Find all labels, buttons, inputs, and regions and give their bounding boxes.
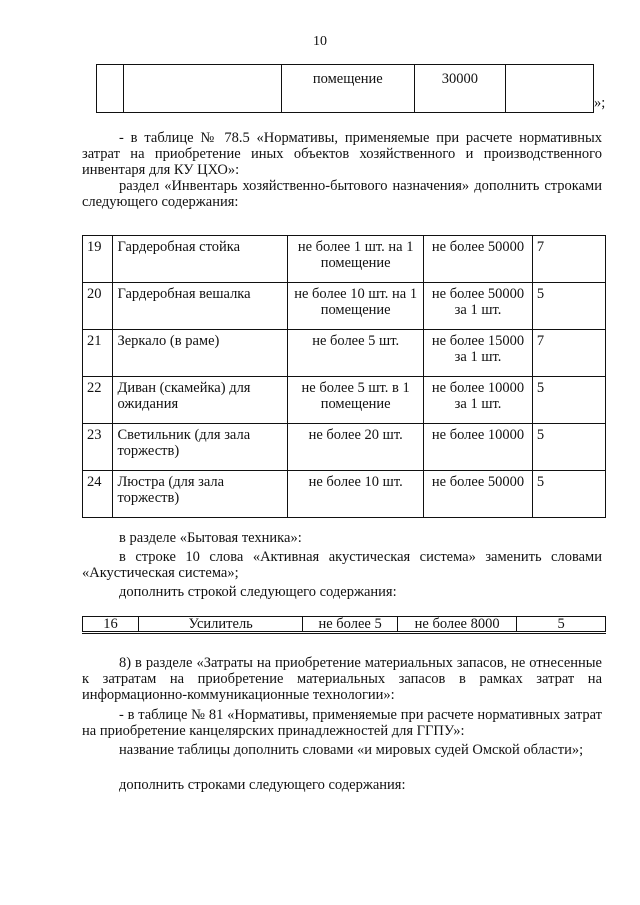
table-cell-number: 24 — [83, 471, 113, 518]
table-appliance — [82, 616, 606, 634]
table-cell-name: Усилитель — [139, 617, 303, 633]
table-cell-name: Люстра (для зала торжеств) — [113, 471, 288, 518]
paragraph: - в таблице № 81 «Нормативы, применяемые при расчете нормативных затрат на приобретение канцелярских принадлежностей для ГГПУ»: — [82, 707, 602, 739]
table-inventory — [82, 235, 606, 518]
closing-quote: »; — [594, 95, 606, 111]
table-cell-quantity: не более 20 шт. — [288, 424, 424, 471]
table-cell-term: 5 — [532, 377, 605, 424]
table-cell-quantity: не более 5 шт. — [288, 330, 424, 377]
table-cell-price: не более 50000 за 1 шт. — [424, 283, 533, 330]
table-cell-name: Светильник (для зала торжеств) — [113, 424, 288, 471]
paragraph: дополнить строкой следующего содержания: — [119, 584, 397, 600]
table-cell: 30000 — [415, 65, 506, 113]
table-cell-price: не более 8000 — [398, 617, 517, 633]
paragraph: в разделе «Бытовая техника»: — [119, 530, 302, 546]
table-cell-price: не более 10000 за 1 шт. — [424, 377, 533, 424]
table-cell-number: 23 — [83, 424, 113, 471]
page-number: 10 — [313, 34, 327, 49]
paragraph: дополнить строками следующего содержания: — [119, 777, 406, 793]
table-cell: помещение — [281, 65, 415, 113]
table-cell — [97, 65, 124, 113]
table-cell-number: 20 — [83, 283, 113, 330]
table-cell-term: 5 — [532, 471, 605, 518]
table-cell-quantity: не более 5 — [303, 617, 398, 633]
paragraph: - в таблице № 78.5 «Нормативы, применяемые при расчете нормативных затрат на приобретение иных объектов хозяйственного и производственного инвентаря для КУ ЦХО»: — [82, 130, 602, 178]
paragraph: в строке 10 слова «Активная акустическая система» заменить словами «Акустическая система»; — [82, 549, 602, 581]
table-cell-term: 7 — [532, 330, 605, 377]
table-cell-term: 5 — [517, 617, 606, 633]
paragraph: раздел «Инвентарь хозяйственно-бытового назначения» дополнить строками следующего содержания: — [82, 178, 602, 210]
table-cell-number: 22 — [83, 377, 113, 424]
table-cell-term: 7 — [532, 236, 605, 283]
table-cell-price: не более 15000 за 1 шт. — [424, 330, 533, 377]
table-row — [83, 330, 606, 377]
table-cell-quantity: не более 10 шт. — [288, 471, 424, 518]
table-cell-price: не более 50000 — [424, 471, 533, 518]
table-cell — [505, 65, 593, 113]
table-cell-name: Диван (скамейка) для ожидания — [113, 377, 288, 424]
table-continuation — [96, 64, 594, 113]
table-row — [83, 617, 606, 633]
table-row — [83, 471, 606, 518]
table-row — [83, 424, 606, 471]
table-cell-term: 5 — [532, 283, 605, 330]
table-cell-quantity: не более 1 шт. на 1 помещение — [288, 236, 424, 283]
table-cell — [123, 65, 281, 113]
table-cell-price: не более 10000 — [424, 424, 533, 471]
table-cell-price: не более 50000 — [424, 236, 533, 283]
table-cell-quantity: не более 10 шт. на 1 помещение — [288, 283, 424, 330]
table-cell-name: Гардеробная стойка — [113, 236, 288, 283]
table-cell-quantity: не более 5 шт. в 1 помещение — [288, 377, 424, 424]
paragraph: название таблицы дополнить словами «и мировых судей Омской области»; — [119, 742, 584, 758]
table-cell-number: 21 — [83, 330, 113, 377]
table-cell-name: Гардеробная вешалка — [113, 283, 288, 330]
table-cell-number: 16 — [83, 617, 139, 633]
table-row — [97, 65, 594, 113]
table-row — [83, 283, 606, 330]
paragraph: 8) в разделе «Затраты на приобретение материальных запасов, не отнесенные к затратам на приобретение материальных запасов в рамках затрат на информационно-коммуникационные технологии»: — [82, 655, 602, 703]
table-row — [83, 236, 606, 283]
table-row — [83, 377, 606, 424]
table-cell-term: 5 — [532, 424, 605, 471]
table-cell-number: 19 — [83, 236, 113, 283]
table-cell-name: Зеркало (в раме) — [113, 330, 288, 377]
